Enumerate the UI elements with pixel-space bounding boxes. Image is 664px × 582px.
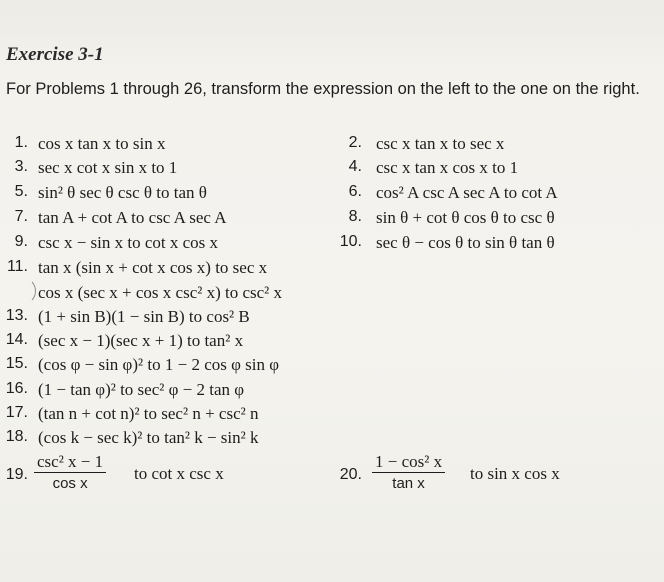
problem-number: 20. bbox=[339, 466, 362, 483]
exercise-title: Exercise 3-1 bbox=[6, 44, 104, 65]
problem-row bbox=[0, 183, 664, 207]
problem-expression: (cos φ − sin φ)² to 1 − 2 cos φ sin φ bbox=[38, 355, 280, 374]
handwritten-circle-mark bbox=[12, 278, 36, 304]
problem-expression: sin θ + cot θ cos θ to csc θ bbox=[376, 208, 555, 227]
problem-expression: sec θ − cos θ to sin θ tan θ bbox=[376, 233, 555, 252]
problem-expression: tan x (sin x + cot x cos x) to sec x bbox=[38, 258, 268, 277]
problem-number: 10. bbox=[339, 233, 362, 250]
problem-number: 9. bbox=[14, 233, 28, 250]
problem-row bbox=[0, 307, 664, 331]
problem-number: 3. bbox=[14, 158, 28, 175]
problem-number: 19. bbox=[5, 466, 28, 483]
problem-expression: sin² θ sec θ csc θ to tan θ bbox=[38, 183, 207, 202]
problem-row bbox=[0, 134, 664, 158]
problem-expression: (sec x − 1)(sec x + 1) to tan² x bbox=[38, 331, 244, 350]
problem-number: 8. bbox=[348, 208, 362, 225]
problem-row bbox=[0, 331, 664, 355]
numerator: csc² x − 1 bbox=[34, 452, 106, 473]
problem-number: 14. bbox=[5, 331, 28, 348]
problem-number: 13. bbox=[5, 307, 28, 324]
problem-number: 6. bbox=[348, 183, 362, 200]
problem-row bbox=[0, 283, 664, 307]
problem-expression: (tan n + cot n)² to sec² n + csc² n bbox=[38, 404, 259, 423]
problem-expression: cos x (sec x + cos x csc² x) to csc² x bbox=[38, 283, 283, 302]
instructions-text: For Problems 1 through 26, transform the expression on the left to the one on the right. bbox=[6, 80, 640, 98]
bleed-through-text bbox=[40, 4, 660, 20]
problem-row bbox=[0, 404, 664, 428]
denominator: tan x bbox=[392, 475, 425, 492]
problem-row bbox=[0, 428, 664, 452]
problem-number: 5. bbox=[14, 183, 28, 200]
denominator: cos x bbox=[52, 475, 88, 492]
problem-row bbox=[0, 208, 664, 232]
problem-expression: (1 + sin B)(1 − sin B) to cos² B bbox=[38, 307, 250, 326]
problem-number: 17. bbox=[5, 404, 28, 421]
problem-number: 15. bbox=[5, 355, 28, 372]
problem-row bbox=[0, 233, 664, 257]
problem-row bbox=[0, 355, 664, 379]
problem-expression: cos² A csc A sec A to cot A bbox=[376, 183, 558, 202]
problem-row bbox=[0, 380, 664, 404]
problem-expression: sec x cot x sin x to 1 bbox=[38, 158, 178, 177]
problem-expression: csc x − sin x to cot x cos x bbox=[38, 233, 219, 252]
target-expression: to cot x csc x bbox=[134, 464, 224, 483]
numerator: 1 − cos² x bbox=[372, 452, 445, 473]
problem-expression: (1 − tan φ)² to sec² φ − 2 tan φ bbox=[38, 380, 245, 399]
problem-number: 18. bbox=[5, 428, 28, 445]
target-expression: to sin x cos x bbox=[470, 464, 560, 483]
problem-expression: csc x tan x to sec x bbox=[376, 134, 505, 153]
problem-expression: csc x tan x cos x to 1 bbox=[376, 158, 519, 177]
problem-expression: (cos k − sec k)² to tan² k − sin² k bbox=[38, 428, 259, 447]
problem-expression: tan A + cot A to csc A sec A bbox=[38, 208, 227, 227]
problem-number: 4. bbox=[348, 158, 362, 175]
fraction bbox=[372, 452, 445, 495]
problem-row bbox=[0, 258, 664, 282]
problem-number: 7. bbox=[14, 208, 28, 225]
problem-number: 2. bbox=[348, 134, 362, 151]
problem-number: 1. bbox=[14, 134, 28, 151]
problem-row bbox=[0, 158, 664, 182]
problem-expression: cos x tan x to sin x bbox=[38, 134, 166, 153]
problem-number: 11. bbox=[6, 258, 28, 275]
problem-number: 16. bbox=[5, 380, 28, 397]
fraction bbox=[34, 452, 106, 495]
